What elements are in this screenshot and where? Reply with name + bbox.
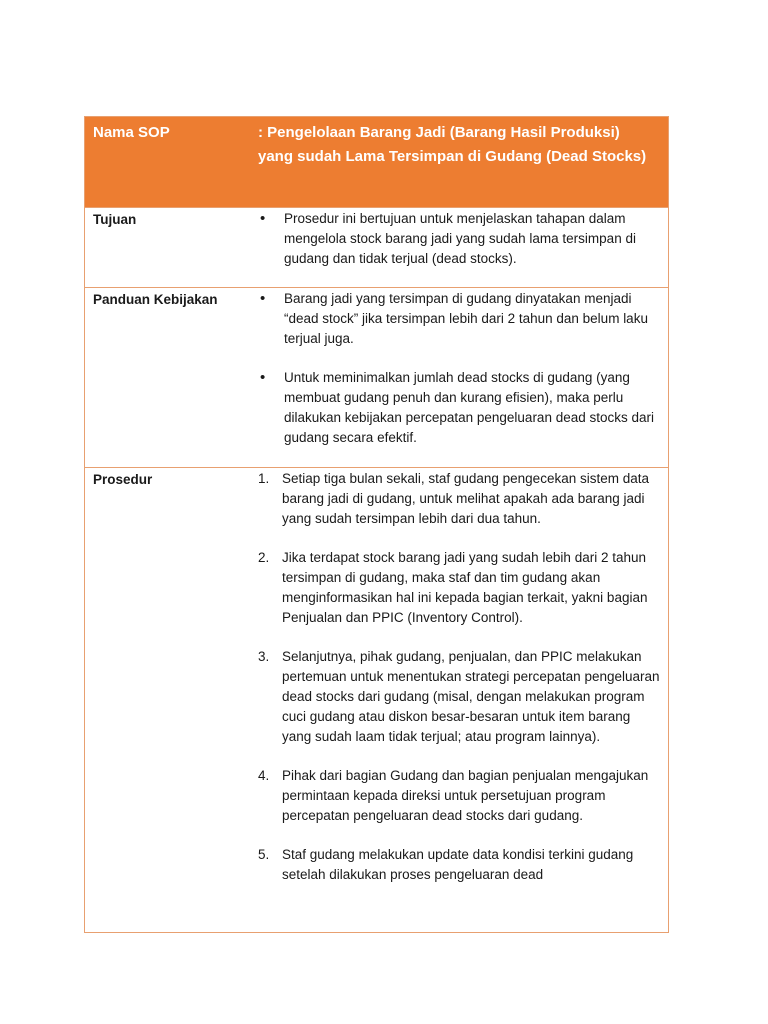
header-label: Nama SOP <box>93 124 170 141</box>
row-panduan-kebijakan <box>85 287 668 467</box>
list-item <box>258 209 660 269</box>
item-text: Barang jadi yang tersimpan di gudang dinyatakan menjadi “dead stock” jika tersimpan lebih dari 2 tahun dan belum laku terjual juga. <box>284 291 648 346</box>
item-text: Selanjutnya, pihak gudang, penjualan, dan PPIC melakukan pertemuan untuk menentukan strategi percepatan pengeluaran dead stocks dari gudang (misal, dengan melakukan program cuci gudang atau diskon besar-besaran untuk item barang yang sudah laam tidak terjual; atau program lainnya). <box>282 649 660 744</box>
item-text: Pihak dari bagian Gudang dan bagian penjualan mengajukan permintaan kepada direksi untuk persetujuan program percepatan pengeluaran dead stocks dari gudang. <box>282 768 649 823</box>
list-item <box>258 845 660 885</box>
row-label-panduan: Panduan Kebijakan <box>93 292 218 307</box>
item-text: Prosedur ini bertujuan untuk menjelaskan tahapan dalam mengelola stock barang jadi yang sudah lama tersimpan di gudang dan tidak terjual (dead stocks). <box>284 211 636 266</box>
bullet-icon: • <box>260 369 266 386</box>
item-text: Untuk meminimalkan jumlah dead stocks di gudang (yang membuat gudang penuh dan kurang efisien), maka perlu dilakukan kebijakan percepatan pengeluaran dead stocks dari gudang secara efektif. <box>284 370 655 445</box>
item-number: 5. <box>258 847 270 862</box>
item-number: 2. <box>258 550 270 565</box>
row-prosedur <box>85 467 668 933</box>
row-tujuan <box>85 207 668 287</box>
item-number: 4. <box>258 768 270 783</box>
list-item <box>258 647 660 747</box>
list-item <box>258 548 660 628</box>
list-item <box>258 766 660 826</box>
item-text: Staf gudang melakukan update data kondisi terkini gudang setelah dilakukan proses pengeluaran dead <box>282 847 634 882</box>
list-item <box>258 469 660 529</box>
bullet-icon: • <box>260 210 266 227</box>
row-label-prosedur: Prosedur <box>93 472 153 487</box>
prosedur-content <box>258 468 668 933</box>
row-label-tujuan: Tujuan <box>93 212 137 227</box>
tujuan-content <box>258 208 668 287</box>
item-number: 3. <box>258 649 270 664</box>
item-text: Jika terdapat stock barang jadi yang sudah lebih dari 2 tahun tersimpan di gudang, maka staf dan tim gudang akan menginformasikan hal ini kepada bagian terkait, yakni bagian Penjualan dan PPIC (Inventory Control). <box>282 550 648 625</box>
list-item <box>258 368 660 448</box>
item-text: Setiap tiga bulan sekali, staf gudang pengecekan sistem data barang jadi di gudang, untuk melihat apakah ada barang jadi yang sudah tersimpan lebih dari dua tahun. <box>282 471 649 526</box>
sop-table <box>84 116 669 933</box>
bullet-icon: • <box>260 290 266 307</box>
panduan-content <box>258 288 668 467</box>
header-row <box>85 117 668 207</box>
item-number: 1. <box>258 471 270 486</box>
sop-title: : Pengelolaan Barang Jadi (Barang Hasil Produksi) yang sudah Lama Tersimpan di Gudang (Dead Stocks) <box>258 124 647 165</box>
list-item <box>258 289 660 349</box>
